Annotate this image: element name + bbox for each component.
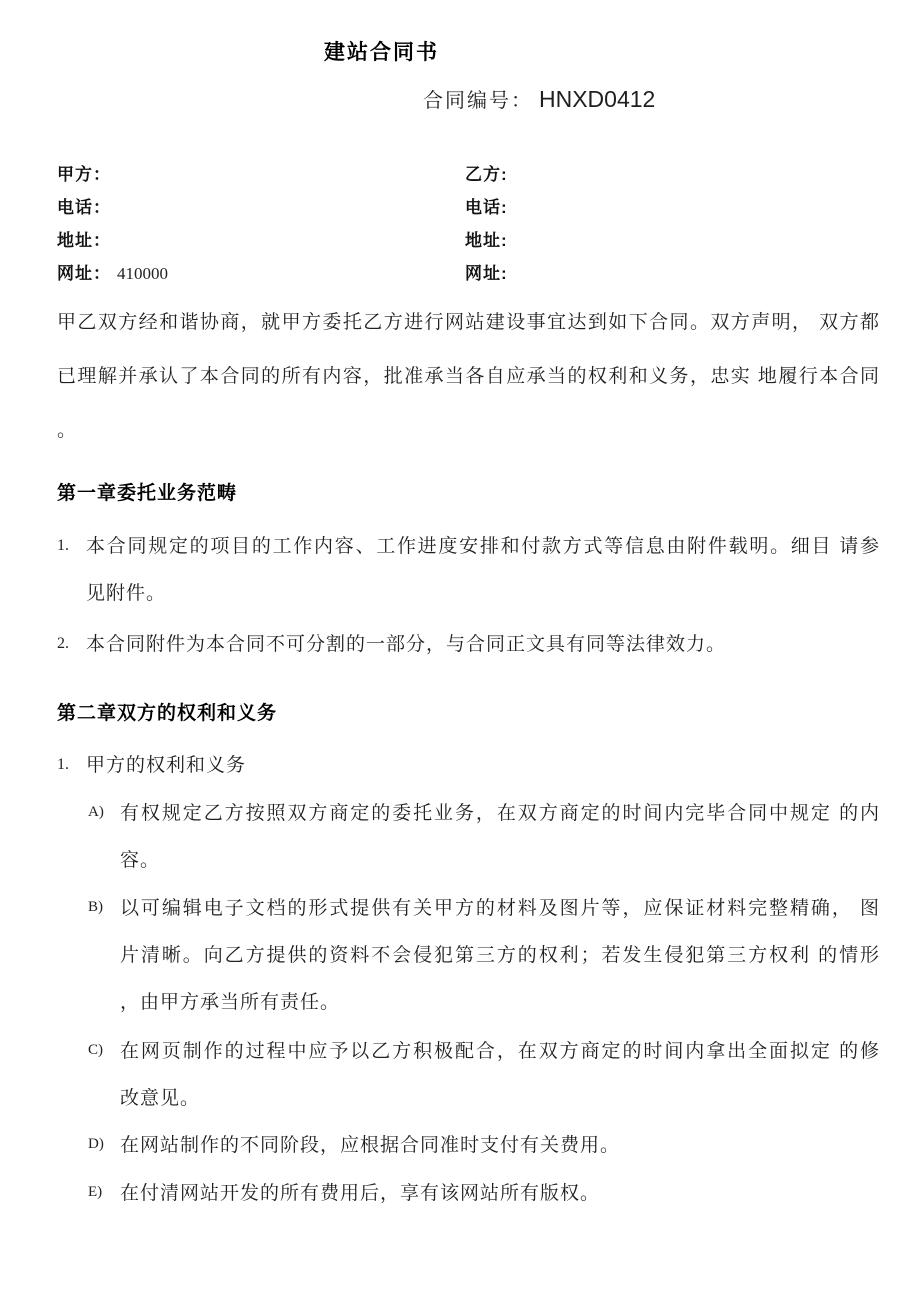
chapter1-item-2-marker: 2.	[57, 635, 69, 652]
subitem-c-line-1: 在网页制作的过程中应予以乙方积极配合，在双方商定的时间内拿出全面拟定 的修	[120, 1041, 880, 1062]
party-b-phone-row	[465, 193, 508, 218]
subitem-b-line-2: 片清晰。向乙方提供的资料不会侵犯第三方的权利；若发生侵犯第三方权利 的情形	[120, 945, 880, 966]
subitem-c-marker: C)	[88, 1042, 103, 1058]
party-b-website-label: 网址:	[465, 264, 508, 283]
subitem-b-marker: B)	[88, 899, 103, 915]
preamble-line-2: 已理解并承认了本合同的所有内容，批准承当各自应承当的权利和义务，忠实 地履行本合同	[57, 366, 880, 387]
chapter1-item-1-line-2: 见附件。	[86, 583, 167, 604]
chapter1-item-1-marker: 1.	[57, 537, 69, 554]
chapter2-item-1-marker: 1.	[57, 756, 69, 773]
party-a-website-value: 410000	[117, 264, 168, 283]
subitem-b-line-1: 以可编辑电子文档的形式提供有关甲方的材料及图片等，应保证材料完整精确， 图	[120, 898, 880, 919]
party-b-address-label: 地址:	[465, 231, 508, 250]
subitem-d-line-1: 在网站制作的不同阶段，应根据合同准时支付有关费用。	[120, 1135, 621, 1156]
party-a-website-row	[57, 259, 168, 284]
contract-number-label: 合同编号：	[423, 90, 533, 112]
chapter1-heading: 第一章委托业务范畴	[57, 483, 238, 504]
party-a-phone-row	[57, 193, 111, 218]
party-b-website-row	[465, 259, 508, 284]
contract-number-line	[423, 84, 655, 113]
party-b-phone-label: 电话:	[465, 198, 508, 217]
subitem-d-marker: D)	[88, 1136, 104, 1152]
preamble-line-1: 甲乙双方经和谐协商，就甲方委托乙方进行网站建设事宜达到如下合同。双方声明， 双方都	[57, 312, 880, 333]
subitem-e-line-1: 在付清网站开发的所有费用后，享有该网站所有版权。	[120, 1183, 601, 1204]
subitem-e-marker: E)	[88, 1184, 103, 1200]
party-a-name-label: 甲方：	[57, 165, 111, 184]
party-a-address-label: 地址：	[57, 231, 111, 250]
chapter2-item-1-title: 甲方的权利和义务	[86, 755, 247, 776]
party-a-phone-label: 电话：	[57, 198, 111, 217]
subitem-b-line-3: ，由甲方承当所有责任。	[120, 992, 341, 1013]
preamble-line-3: 。	[57, 420, 78, 441]
party-a-address-row	[57, 226, 111, 251]
party-a-name-row	[57, 160, 111, 185]
party-b-name-label: 乙方:	[465, 165, 508, 184]
subitem-a-line-2: 容。	[120, 850, 161, 871]
chapter1-item-2-line-1: 本合同附件为本合同不可分割的一部分，与合同正文具有同等法律效力。	[86, 634, 727, 655]
party-b-name-row	[465, 160, 508, 185]
party-a-website-label: 网址：	[57, 264, 111, 283]
subitem-a-marker: A)	[88, 804, 104, 820]
subitem-a-line-1: 有权规定乙方按照双方商定的委托业务，在双方商定的时间内完毕合同中规定 的内	[120, 803, 880, 824]
party-b-address-row	[465, 226, 508, 251]
subitem-c-line-2: 改意见。	[120, 1088, 201, 1109]
chapter1-item-1-line-1: 本合同规定的项目的工作内容、工作进度安排和付款方式等信息由附件载明。细目 请参	[86, 536, 880, 557]
chapter2-heading: 第二章双方的权利和义务	[57, 703, 278, 724]
contract-number-value: HNXD0412	[539, 86, 656, 112]
document-title: 建站合同书	[324, 41, 439, 64]
